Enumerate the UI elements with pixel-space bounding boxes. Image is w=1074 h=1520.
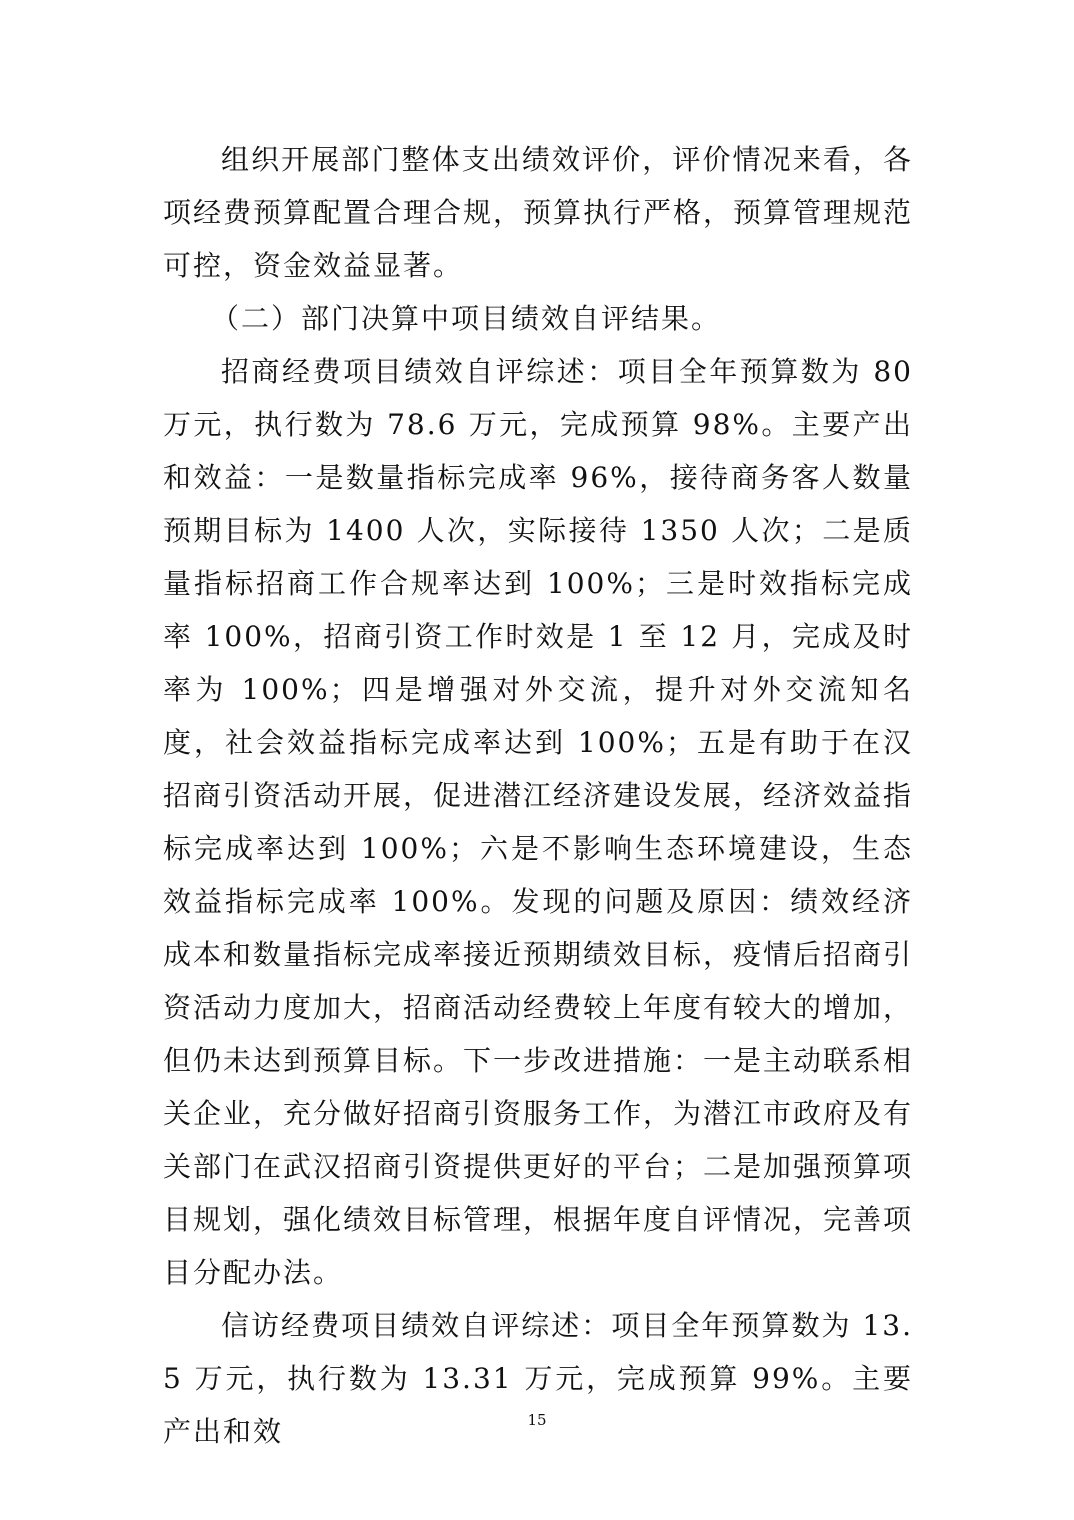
body-text	[163, 133, 913, 1458]
paragraph-overall-evaluation: 组织开展部门整体支出绩效评价，评价情况来看，各项经费预算配置合理合规，预算执行严格，预算管理规范可控，资金效益显著。	[163, 143, 914, 282]
page-number: 15	[527, 1411, 547, 1429]
paragraph-investment-project: 招商经费项目绩效自评综述：项目全年预算数为 80 万元，执行数为 78.6 万元，完成预算 98%。主要产出和效益：一是数量指标完成率 96%，接待商务客人数量预期目标为 1400 人次，实际接待 1350 人次；二是质量指标招商工作合规率达到 100%；三是时效指标完成率 100%，招商引资工作时效是 1 至 12 月，完成及时率为 100%；四是增强对外交流，提升对外交流知名度，社会效益指标完成率达到 100%；五是有助于在汉招商引资活动开展，促进潜江经济建设发展，经济效益指标完成率达到 100%；六是不影响生态环境建设，生态效益指标完成率 100%。发现的问题及原因：绩效经济成本和数量指标完成率接近预期绩效目标，疫情后招商引资活动力度加大，招商活动经费较上年度有较大的增加，但仍未达到预算目标。下一步改进措施：一是主动联系相关企业，充分做好招商引资服务工作，为潜江市政府及有关部门在武汉招商引资提供更好的平台；二是加强预算项目规划，强化绩效目标管理，根据年度自评情况，完善项目分配办法。	[163, 355, 914, 1289]
paragraph-petition-project: 信访经费项目绩效自评综述：项目全年预算数为 13.5 万元，执行数为 13.31 万元，完成预算 99%。主要产出和效	[163, 1309, 913, 1448]
section-heading: （二）部门决算中项目绩效自评结果。	[211, 302, 722, 335]
